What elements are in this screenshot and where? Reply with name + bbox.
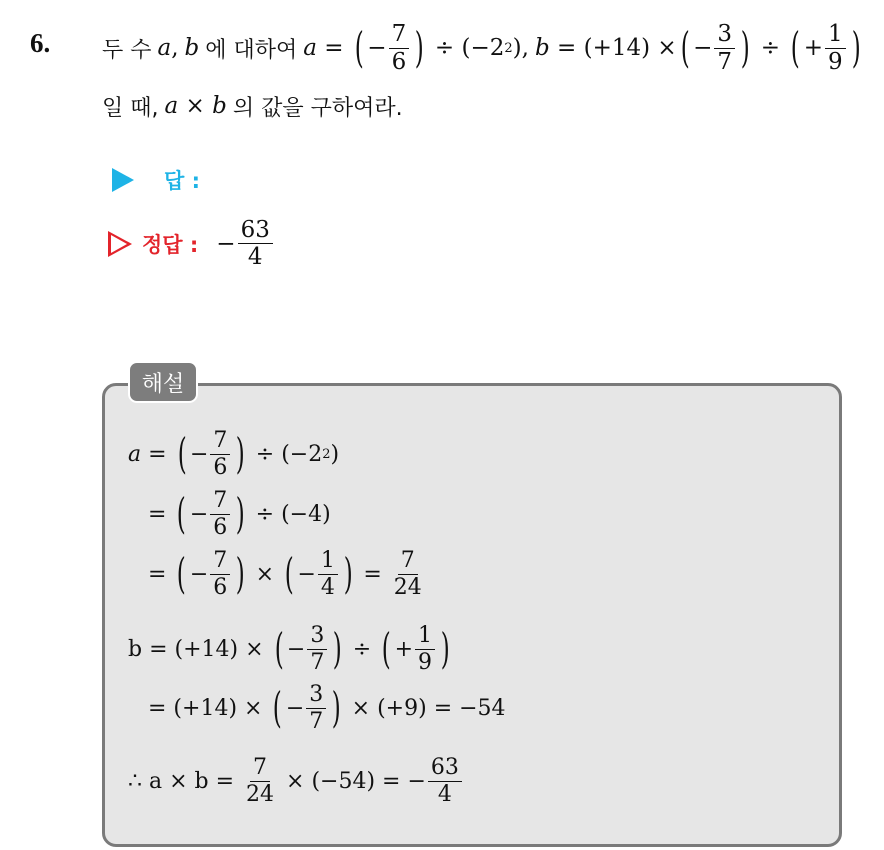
var-a: a xyxy=(157,35,172,61)
comma: , xyxy=(171,35,179,61)
solution-final-line: ∴ a × b = $\frac{7}{24}$ × (−54) = − $\frac{63}{4}$ xyxy=(128,753,464,809)
line2-lead: 일 때, xyxy=(102,95,159,121)
question-number: 6. xyxy=(30,28,51,58)
about-text: 에 대하여 xyxy=(205,37,298,63)
correct-label: 정답 : xyxy=(142,232,199,257)
play-triangle-icon xyxy=(112,168,134,192)
fraction-1-9: $\frac{1}{9}$ xyxy=(825,22,846,73)
question-line-2 xyxy=(102,88,403,124)
solution-a-line-2: = ( − $\frac{7}{6}$ ) ÷ (−4) xyxy=(148,488,331,540)
correct-answer-row xyxy=(108,218,275,269)
question-line-1: 두 수 a , b 에 대하여 a = ( − $\frac{7}{6}$ ) ÷ (−2 2 ) , b = (+14) × ( − $\frac{3}{7}$ ) ÷ ( + $\frac{1}{9}$ ) xyxy=(102,21,861,75)
outline-triangle-icon xyxy=(108,231,132,257)
solution-b-line-2: = (+14) × ( − $\frac{3}{7}$ ) × (+9) = −54 xyxy=(148,682,506,734)
b-first: (+14) × xyxy=(583,35,677,61)
solution-badge: 해설 xyxy=(128,361,198,403)
solution-a-line-1: a = ( − $\frac{7}{6}$ ) ÷ (−2 2 ) xyxy=(128,428,340,480)
answer-label: 답 : xyxy=(164,169,200,193)
fraction-7-6: $\frac{7}{6}$ xyxy=(389,22,410,73)
var-b-2: b xyxy=(534,35,550,61)
solution-a-line-3: = ( − $\frac{7}{6}$ ) × ( − $\frac{1}{4}$ ) = $\frac{7}{24}$ xyxy=(148,548,422,600)
exponent: 2 xyxy=(504,40,513,56)
answer-row xyxy=(108,165,200,195)
correct-value: − $\frac{63}{4}$ xyxy=(216,218,275,269)
div-tail: ÷ (−2 xyxy=(434,35,505,61)
var-b: b xyxy=(184,35,200,61)
fraction-3-7: $\frac{3}{7}$ xyxy=(714,22,735,73)
intro-text: 두 수 xyxy=(102,37,152,63)
var-a-2: a xyxy=(303,35,317,61)
axb-expr: a × b xyxy=(164,93,227,119)
line2-tail: 의 값을 구하여라. xyxy=(232,95,403,121)
solution-b-line-1: b = (+14) × ( − $\frac{3}{7}$ ) ÷ ( + $\frac{1}{9}$ ) xyxy=(128,623,450,675)
